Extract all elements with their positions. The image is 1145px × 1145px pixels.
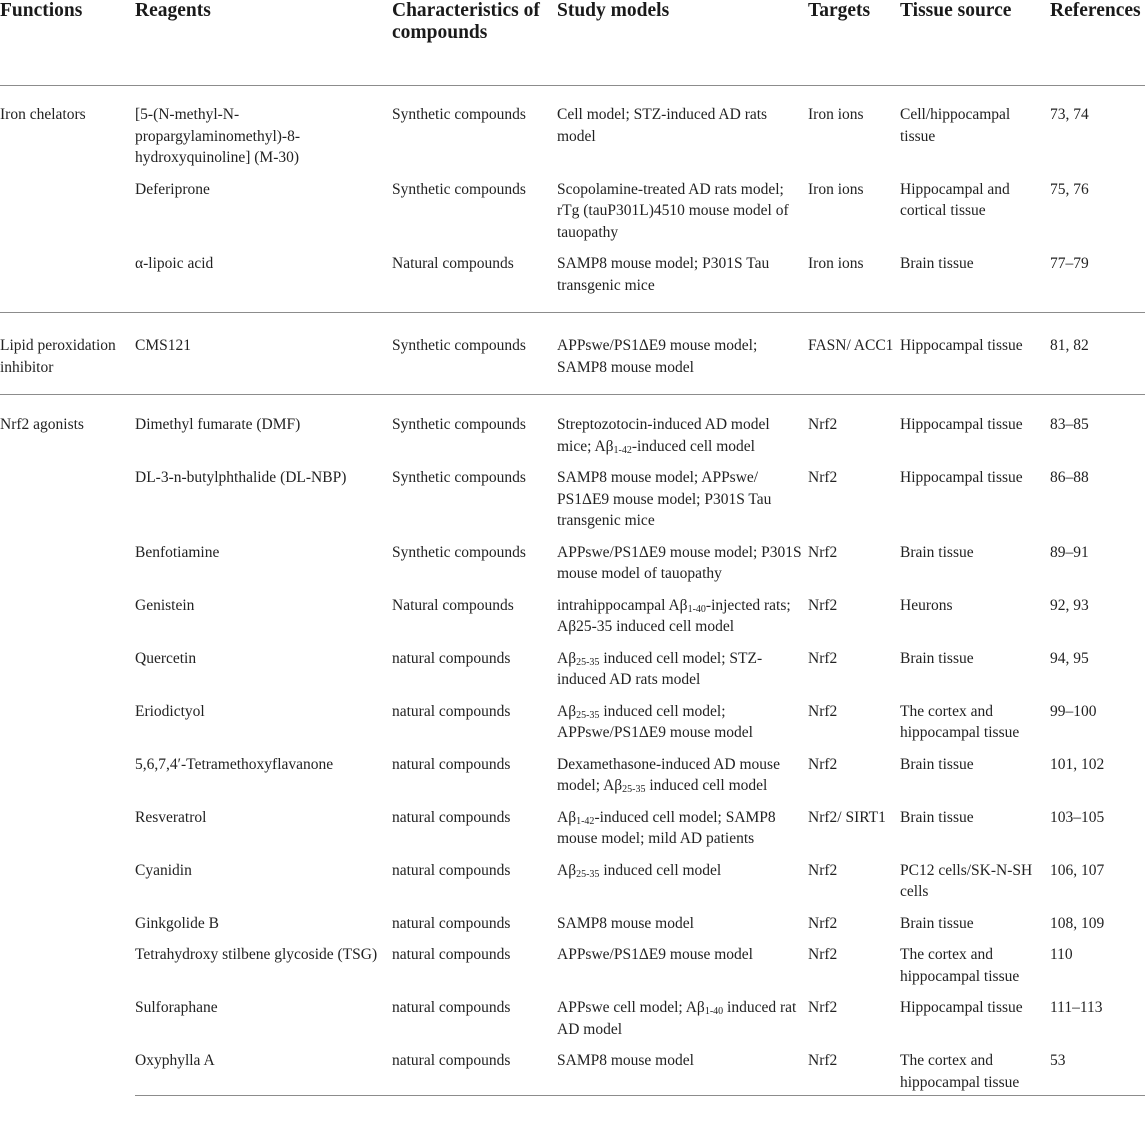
study-models-cell: APPswe/PS1ΔE9 mouse model: [557, 946, 753, 963]
tissue-source-cell: Brain tissue: [900, 914, 974, 932]
targets-cell: Nrf2/ SIRT1: [808, 808, 886, 826]
references-cell: 73, 74: [1050, 106, 1089, 123]
references-cell: 53: [1050, 1048, 1145, 1096]
references-cell: 111–113: [1050, 999, 1103, 1016]
tissue-source-cell: Heurons: [900, 596, 953, 614]
tissue-source-cell: PC12 cells/SK-N-SH cells: [900, 861, 1033, 900]
references-cell: 92, 93: [1050, 596, 1089, 614]
tissue-source-cell: Brain tissue: [900, 808, 974, 826]
tissue-source-cell: Hippocampal and cortical tissue: [900, 180, 1010, 219]
study-models-cell: SAMP8 mouse model; P301S Tau transgenic mice: [557, 255, 770, 294]
targets-cell: Nrf2: [808, 946, 838, 963]
study-models-cell: $A\beta_{25-35}$ induced cell model; APPswe/PS1ΔE9 mouse model: [557, 702, 753, 741]
tissue-source-cell: Brain tissue: [900, 543, 974, 561]
characteristics-cell: natural compounds: [392, 946, 511, 963]
references-cell: 108, 109: [1050, 914, 1105, 932]
header-functions: Functions: [0, 0, 83, 21]
targets-cell: Nrf2: [808, 914, 838, 932]
characteristics-cell: Synthetic compounds: [392, 543, 526, 561]
table-row: [0, 699, 1145, 752]
reagent-cell: Ginkgolide B: [135, 914, 219, 932]
reagent-cell: [5-(N-methyl-N-propargylaminomethyl)-8-hydroxyquinoline] (M-30): [135, 106, 301, 166]
reagent-cell: Dimethyl fumarate (DMF): [135, 395, 392, 466]
references-cell: 81, 82: [1050, 313, 1145, 395]
study-models-cell: Streptozotocin-induced AD model mice; $A\beta_{1-42}$-induced cell model: [557, 395, 808, 466]
tissue-source-cell: Hippocampal tissue: [900, 469, 1023, 486]
targets-cell: Nrf2: [808, 755, 838, 773]
characteristics-cell: natural compounds: [392, 649, 511, 667]
tissue-source-cell: Cell/hippocampal tissue: [900, 106, 1011, 145]
references-cell: 110: [1050, 946, 1073, 963]
table-row: [0, 805, 1145, 858]
reagent-cell: Quercetin: [135, 649, 197, 667]
header-study-models: Study models: [557, 0, 670, 21]
tissue-source-cell: Brain tissue: [900, 649, 974, 667]
references-cell: 86–88: [1050, 469, 1089, 486]
tissue-source-cell: Hippocampal tissue: [900, 395, 1050, 466]
characteristics-cell: natural compounds: [392, 861, 511, 879]
references-cell: 83–85: [1050, 395, 1145, 466]
study-models-cell: APPswe/PS1ΔE9 mouse model; SAMP8 mouse model: [557, 313, 808, 395]
table-row: [0, 313, 1145, 395]
references-cell: 94, 95: [1050, 649, 1089, 667]
reagent-cell: Oxyphylla A: [135, 1048, 392, 1096]
reagent-cell: Sulforaphane: [135, 999, 218, 1016]
header-row: [0, 0, 1145, 86]
header-reagents: Reagents: [135, 0, 211, 21]
characteristics-cell: natural compounds: [392, 1048, 557, 1096]
tissue-source-cell: The cortex and hippocampal tissue: [900, 946, 1020, 985]
characteristics-cell: natural compounds: [392, 755, 511, 773]
characteristics-cell: natural compounds: [392, 808, 511, 826]
table-row: [0, 646, 1145, 699]
reagent-cell: DL-3-n-butylphthalide (DL-NBP): [135, 469, 347, 486]
targets-cell: FASN/ ACC1: [808, 313, 900, 395]
characteristics-cell: Synthetic compounds: [392, 469, 526, 486]
study-models-cell: Dexamethasone-induced AD mouse model; $A\beta_{25-35}$ induced cell model: [557, 755, 780, 795]
references-cell: 101, 102: [1050, 755, 1105, 773]
study-models-cell: intrahippocampal $A\beta_{1-40}$-injected rats; Aβ25-35 induced cell model: [557, 596, 791, 635]
characteristics-cell: Natural compounds: [392, 596, 514, 614]
tissue-source-cell: The cortex and hippocampal tissue: [900, 702, 1020, 741]
study-models-cell: $A\beta_{1-42}$-induced cell model; SAMP8 mouse model; mild AD patients: [557, 808, 776, 847]
table-row: [0, 752, 1145, 805]
table-row: [0, 177, 1145, 252]
references-cell: 99–100: [1050, 702, 1097, 720]
reagent-cell: Genistein: [135, 596, 195, 614]
references-cell: 77–79: [1050, 255, 1089, 272]
characteristics-cell: Synthetic compounds: [392, 313, 557, 395]
table-row: [0, 942, 1145, 995]
characteristics-cell: Synthetic compounds: [392, 395, 557, 466]
function-cell: Nrf2 agonists: [0, 395, 135, 1096]
table-row: [0, 1048, 1145, 1096]
study-models-cell: SAMP8 mouse model: [557, 1048, 808, 1096]
study-models-cell: $A\beta_{25-35}$ induced cell model; STZ-induced AD rats model: [557, 649, 763, 688]
targets-cell: Iron ions: [808, 106, 864, 123]
tissue-source-cell: Hippocampal tissue: [900, 999, 1023, 1016]
reagent-cell: CMS121: [135, 313, 392, 395]
table-row: [0, 540, 1145, 593]
references-cell: 75, 76: [1050, 180, 1089, 198]
study-models-cell: Scopolamine-treated AD rats model; rTg (tauP301L)4510 mouse model of tauopathy: [557, 180, 789, 241]
study-models-cell: APPswe/PS1ΔE9 mouse model; P301S mouse model of tauopathy: [557, 543, 802, 582]
reagent-cell: α-lipoic acid: [135, 255, 214, 272]
header-characteristics: Characteristics of compounds: [392, 0, 540, 43]
table-row: [0, 86, 1145, 177]
study-models-cell: APPswe cell model; $A\beta_{1-40}$ induced rat AD model: [557, 999, 797, 1038]
references-cell: 106, 107: [1050, 861, 1105, 879]
targets-cell: Iron ions: [808, 255, 864, 272]
characteristics-cell: natural compounds: [392, 702, 511, 720]
study-models-cell: Cell model; STZ-induced AD rats model: [557, 106, 768, 145]
references-cell: 103–105: [1050, 808, 1105, 826]
targets-cell: Nrf2: [808, 469, 838, 486]
tissue-source-cell: Hippocampal tissue: [900, 313, 1050, 395]
targets-cell: Nrf2: [808, 395, 900, 466]
table-body: [0, 86, 1145, 1096]
characteristics-cell: Synthetic compounds: [392, 106, 526, 123]
characteristics-cell: Natural compounds: [392, 255, 514, 272]
targets-cell: Nrf2: [808, 596, 838, 614]
study-models-cell: $A\beta_{25-35}$ induced cell model: [557, 861, 722, 880]
table-row: [0, 593, 1145, 646]
targets-cell: Nrf2: [808, 702, 838, 720]
function-cell: Iron chelators: [0, 106, 86, 123]
characteristics-cell: natural compounds: [392, 914, 511, 932]
table-row: [0, 995, 1145, 1048]
reagent-cell: Tetrahydroxy stilbene glycoside (TSG): [135, 946, 378, 963]
targets-cell: Iron ions: [808, 180, 864, 198]
study-models-cell: SAMP8 mouse model; APPswe/ PS1ΔE9 mouse model; P301S Tau transgenic mice: [557, 469, 772, 529]
characteristics-cell: Synthetic compounds: [392, 180, 526, 198]
reagent-cell: Resveratrol: [135, 808, 207, 826]
table-row: [0, 465, 1145, 540]
reagent-cell: Deferiprone: [135, 180, 210, 198]
reagent-cell: Cyanidin: [135, 861, 192, 879]
header-references: References: [1050, 0, 1141, 21]
reagent-cell: Eriodictyol: [135, 702, 205, 720]
tissue-source-cell: Brain tissue: [900, 255, 974, 272]
reagent-cell: 5,6,7,4′-Tetramethoxyflavanone: [135, 755, 334, 773]
targets-cell: Nrf2: [808, 543, 838, 561]
table-row: [0, 251, 1145, 313]
study-models-cell: SAMP8 mouse model: [557, 914, 694, 932]
table-row: [0, 911, 1145, 943]
targets-cell: Nrf2: [808, 861, 838, 879]
header-targets: Targets: [808, 0, 871, 21]
table-row: [0, 858, 1145, 911]
targets-cell: Nrf2: [808, 649, 838, 667]
function-cell: Lipid peroxidation inhibitor: [0, 313, 135, 395]
targets-cell: Nrf2: [808, 999, 838, 1016]
targets-cell: Nrf2: [808, 1048, 900, 1096]
references-cell: 89–91: [1050, 543, 1089, 561]
reagent-cell: Benfotiamine: [135, 543, 220, 561]
table-row: [0, 395, 1145, 466]
characteristics-cell: natural compounds: [392, 999, 511, 1016]
tissue-source-cell: Brain tissue: [900, 755, 974, 773]
tissue-source-cell: The cortex and hippocampal tissue: [900, 1048, 1050, 1096]
header-tissue-source: Tissue source: [900, 0, 1012, 21]
